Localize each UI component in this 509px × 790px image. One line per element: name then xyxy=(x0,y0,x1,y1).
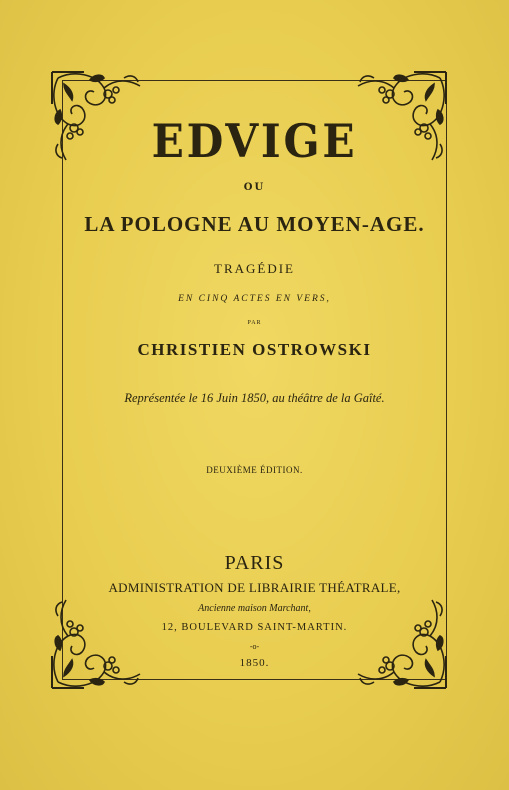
author-name: CHRISTIEN OSTROWSKI xyxy=(137,340,372,359)
book-subtitle: LA POLOGNE AU MOYEN-AGE. xyxy=(84,212,425,236)
premiere-note: Représentée le 16 Juin 1850, au théâtre de la Gaîté. xyxy=(124,391,385,405)
edition-label: DEUXIÈME ÉDITION. xyxy=(206,465,303,475)
publication-city: PARIS xyxy=(224,552,285,574)
title-conjunction: OU xyxy=(243,182,266,193)
publication-year: 1850. xyxy=(239,657,270,669)
publisher-name: ADMINISTRATION DE LIBRAIRIE THÉATRALE, xyxy=(108,580,401,595)
acts-description: EN CINQ ACTES EN VERS, xyxy=(178,294,331,304)
publisher-address: 12, BOULEVARD SAINT-MARTIN. xyxy=(161,622,348,633)
separator-ornament: -o- xyxy=(249,642,260,651)
genre-label: TRAGÉDIE xyxy=(214,261,295,276)
publisher-former-name: Ancienne maison Marchant, xyxy=(198,603,311,614)
book-title: EDVIGE xyxy=(151,114,358,168)
by-label: PAR xyxy=(247,320,262,326)
